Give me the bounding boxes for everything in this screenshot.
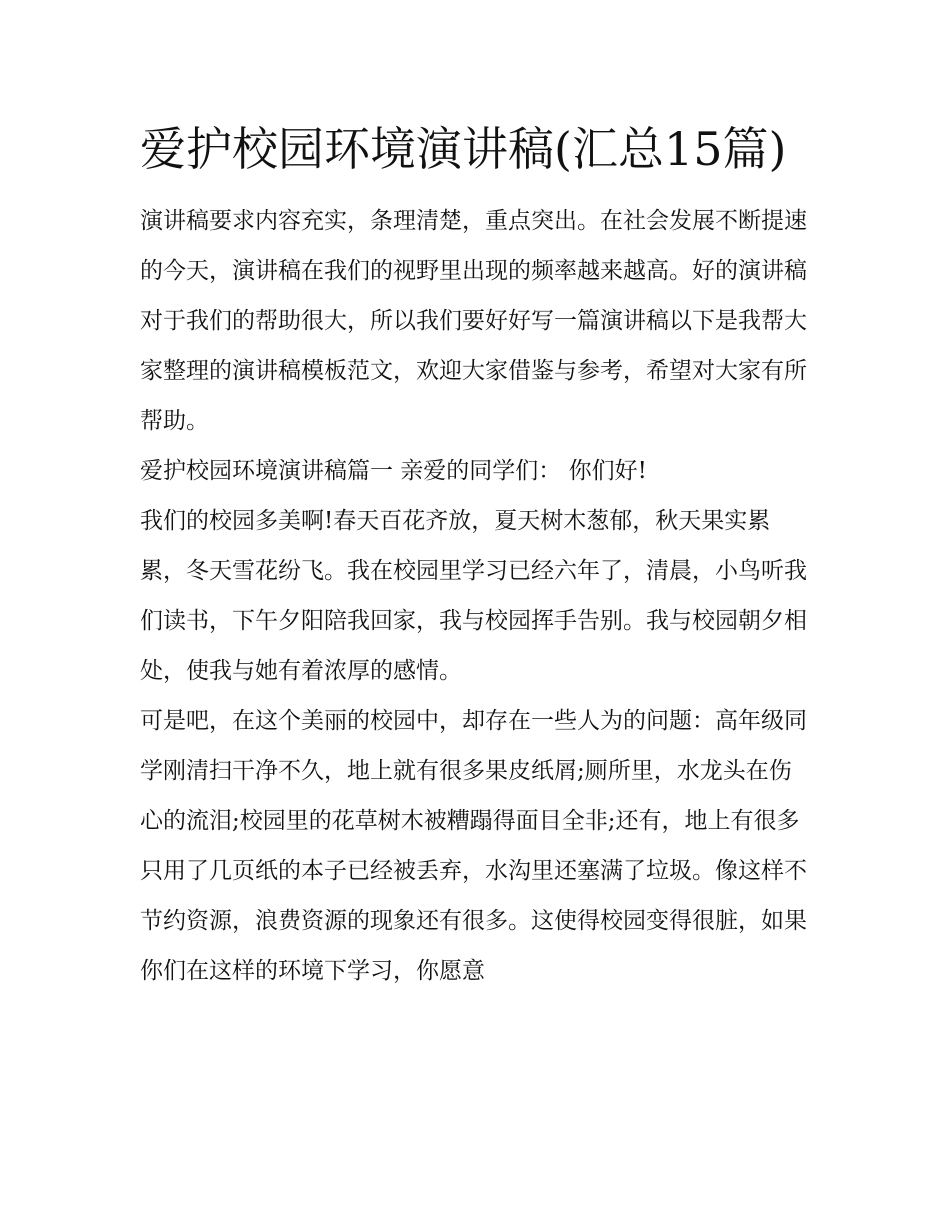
document-title: 爱护校园环境演讲稿(汇总15篇): [140, 122, 787, 176]
body-paragraph-2: 可是吧，在这个美丽的校园中，却存在一些人为的问题：高年级同学刚清扫干净不久，地上就有很多果皮纸屑;厕所里，水龙头在伤心的流泪;校园里的花草树木被糟蹋得面目全非;还有，地上有很多只用了几页纸的本子已经被丢弃，水沟里还塞满了垃圾。像这样不节约资源，浪费资源的现象还有很多。这使得校园变得很脏，如果你们在这样的环境下学习，你愿意: [140, 708, 807, 984]
body-paragraph-1: 我们的校园多美啊!春天百花齐放，夏天树木葱郁，秋天果实累累，冬天雪花纷飞。我在校园里学习已经六年了，清晨，小鸟听我们读书，下午夕阳陪我回家，我与校园挥手告别。我与校园朝夕相处，使我与她有着浓厚的感情。: [140, 508, 807, 684]
speech-greeting: 爱护校园环境演讲稿篇一 亲爱的同学们： 你们好!: [140, 458, 647, 484]
title-block: [140, 112, 810, 186]
document-body: [140, 112, 810, 996]
intro-paragraph: 演讲稿要求内容充实，条理清楚，重点突出。在社会发展不断提速的今天，演讲稿在我们的视野里出现的频率越来越高。好的演讲稿对于我们的帮助很大，所以我们要好好写一篇演讲稿以下是我帮大家整理的演讲稿模板范文，欢迎大家借鉴与参考，希望对大家有所帮助。: [140, 208, 807, 434]
